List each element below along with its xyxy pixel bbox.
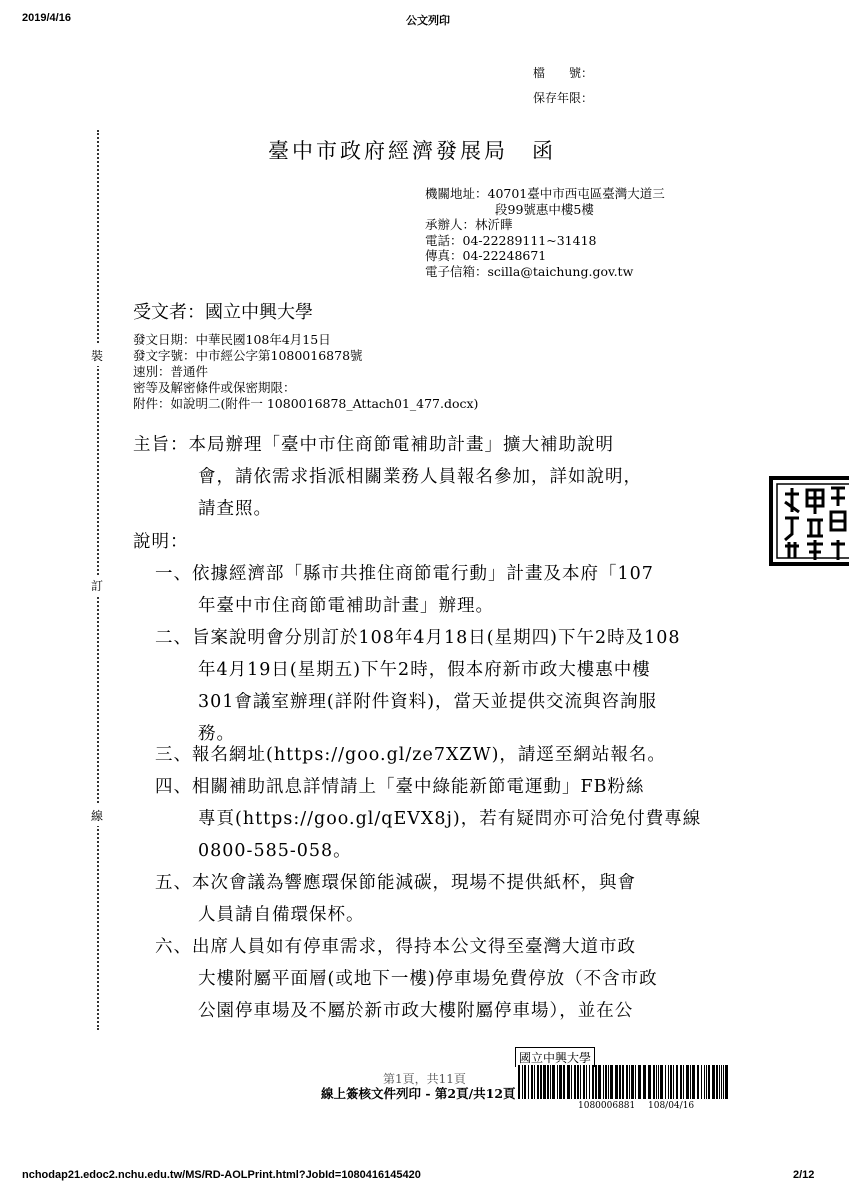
issue-date: 發文日期：中華民國108年4月15日 bbox=[133, 332, 331, 347]
retention-label: 保存年限： bbox=[533, 91, 594, 105]
issue-attachment: 附件：如說明二(附件一 1080016878_Attach01_477.docx) bbox=[133, 396, 479, 411]
contact-phone: 電話：04-22289111~31418 bbox=[425, 232, 597, 248]
item-line: 0800-585-058。 bbox=[198, 841, 352, 861]
barcode-date: 108/04/16 bbox=[648, 1101, 695, 1111]
barcode-number: 1080006881 bbox=[578, 1101, 636, 1111]
issue-number: 發文字號：中市經公字第1080016878號 bbox=[133, 348, 363, 363]
contact-address-2: 段99號惠中樓5樓 bbox=[495, 201, 594, 217]
barcode bbox=[518, 1065, 730, 1099]
print-page: 2/12 bbox=[793, 1169, 815, 1181]
contact-handler: 承辦人：林沂瞱 bbox=[425, 217, 513, 232]
issue-speed: 速別：普通件 bbox=[133, 364, 209, 379]
contact-email: 電子信箱：scilla@taichung.gov.tw bbox=[425, 263, 634, 279]
subject-line: 主旨：本局辦理「臺中市住商節電補助計畫」擴大補助說明 bbox=[133, 435, 614, 455]
item-line: 年臺中市住商節電補助計畫」辦理。 bbox=[198, 596, 494, 616]
binding-mark: 裝 bbox=[91, 345, 103, 366]
contact-block bbox=[425, 186, 665, 279]
print-url: nchodap21.edoc2.nchu.edu.tw/MS/RD-AOLPrint.html?JobId=1080416145420 bbox=[22, 1169, 421, 1181]
item-line: 301會議室辦理(詳附件資料)，當天並提供交流與咨詢服 bbox=[198, 692, 658, 712]
contact-address-1: 機關地址：40701臺中市西屯區臺灣大道三 bbox=[425, 186, 665, 201]
item-line: 大樓附屬平面層(或地下一樓)停車場免費停放（不含市政 bbox=[198, 969, 658, 989]
print-info: 線上簽核文件列印 - 第2頁/共12頁 bbox=[321, 1086, 516, 1101]
issue-info bbox=[133, 332, 478, 412]
item-line: 二、旨案說明會分別訂於108年4月18日(星期四)下午2時及108 bbox=[155, 628, 681, 648]
item-line: 公園停車場及不屬於新市政大樓附屬停車場），並在公 bbox=[198, 1001, 634, 1021]
item-line: 專頁(https://goo.gl/qEVX8j)，若有疑問亦可洽免付費專線 bbox=[198, 809, 702, 829]
binding-mark: 線 bbox=[91, 805, 103, 826]
explanation-label: 說明： bbox=[133, 532, 189, 552]
subject-line: 請查照。 bbox=[198, 499, 272, 519]
item-line: 五、本次會議為響應環保節能減碳，現場不提供紙杯，與會 bbox=[155, 873, 636, 893]
file-number-label: 檔 號： bbox=[533, 66, 594, 80]
binding-mark: 訂 bbox=[91, 575, 103, 596]
contact-fax: 傳真：04-22248671 bbox=[425, 248, 547, 263]
barcode-label: 國立中興大學 bbox=[515, 1047, 595, 1067]
subject-line: 會，請依需求指派相關業務人員報名參加，詳如說明， bbox=[198, 467, 642, 487]
page-info: 第1頁，共11頁 bbox=[383, 1072, 466, 1086]
document-title: 臺中市政府經濟發展局 函 bbox=[268, 139, 556, 163]
item-line: 六、出席人員如有停車需求，得持本公文得至臺灣大道市政 bbox=[155, 937, 636, 957]
official-stamp bbox=[765, 472, 849, 570]
print-title: 公文列印 bbox=[406, 15, 450, 27]
recipient: 受文者：國立中興大學 bbox=[133, 302, 313, 323]
item-line: 務。 bbox=[198, 724, 235, 744]
issue-security: 密等及解密條件或保密期限： bbox=[133, 380, 296, 395]
item-line: 三、報名網址(https://goo.gl/ze7XZW)，請逕至網站報名。 bbox=[155, 745, 666, 765]
item-line: 四、相關補助訊息詳情請上「臺中綠能新節電運動」FB粉絲 bbox=[155, 777, 645, 797]
print-date: 2019/4/16 bbox=[22, 12, 71, 24]
item-line: 年4月19日(星期五)下午2時，假本府新市政大樓惠中樓 bbox=[198, 660, 651, 680]
item-line: 人員請自備環保杯。 bbox=[198, 905, 365, 925]
item-line: 一、依據經濟部「縣市共推住商節電行動」計畫及本府「107 bbox=[155, 564, 654, 584]
